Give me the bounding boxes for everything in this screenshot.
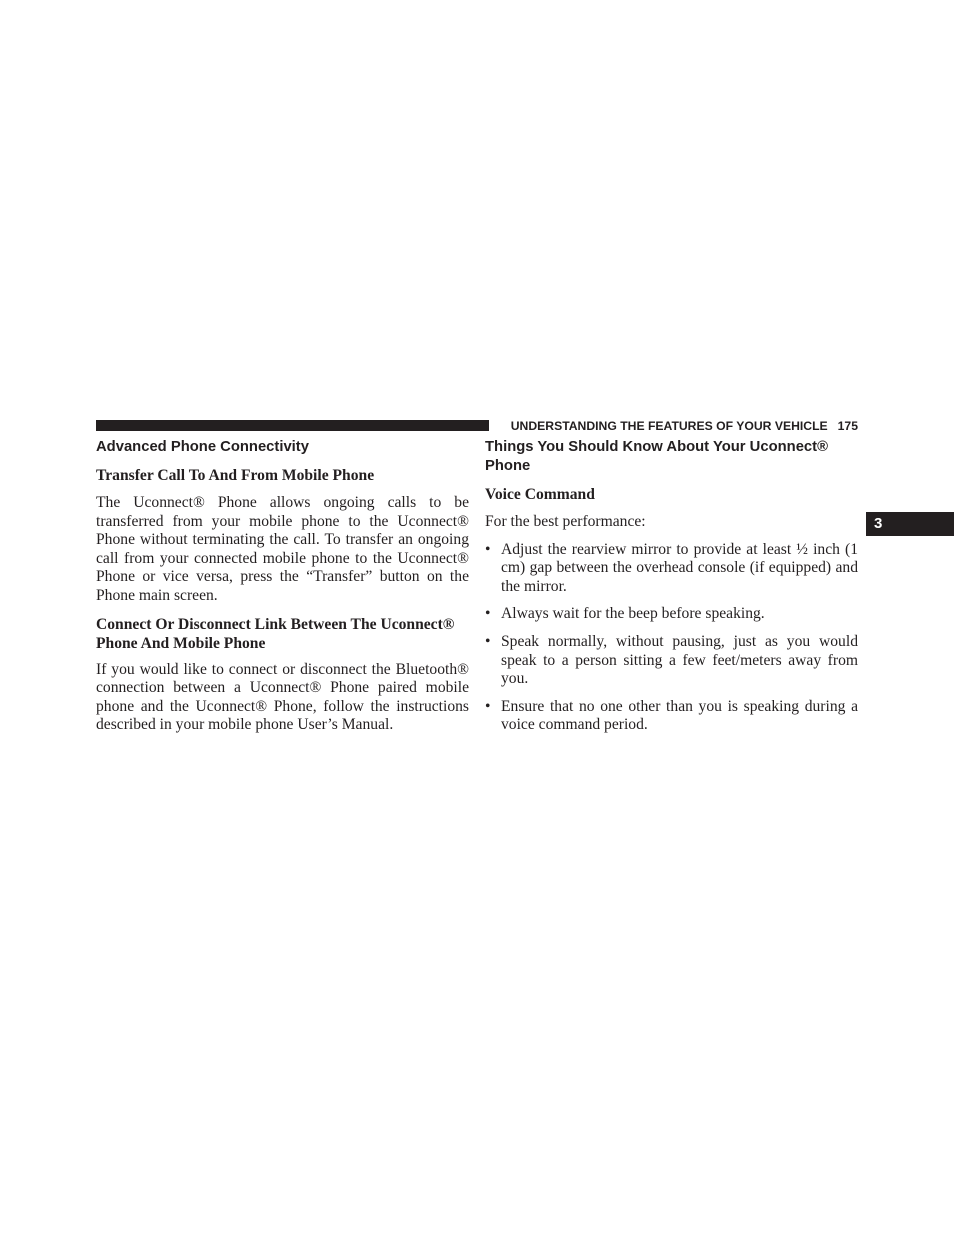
bullet-icon: • [485, 697, 491, 715]
left-column [96, 438, 469, 735]
list-item: • Ensure that no one other than you is speaking during a voice command period. [485, 697, 858, 734]
bullet-list [485, 541, 858, 735]
list-item: • Adjust the rearview mirror to provide at least ½ inch (1 cm) gap between the overhead console (if equipped) and the mirror. [485, 540, 858, 595]
subsection-title-voice-command: Voice Command [485, 486, 595, 503]
running-header [497, 418, 858, 434]
section-title: UNDERSTANDING THE FEATURES OF YOUR VEHICLE [510, 419, 828, 433]
section-heading: Advanced Phone Connectivity [96, 439, 309, 455]
intro-text: For the best performance: [485, 513, 646, 530]
subsection-title-connect-disconnect: Connect Or Disconnect Link Between The Uconnect® Phone And Mobile Phone [96, 615, 455, 652]
section-heading-things-to-know: Things You Should Know About Your Uconnect® Phone [485, 439, 828, 474]
bullet-icon: • [485, 632, 491, 650]
header-rule [96, 420, 489, 431]
bullet-icon: • [485, 605, 491, 623]
list-item: • Speak normally, without pausing, just as you would speak to a person sitting a few feet/meters away from you. [485, 632, 858, 688]
page-number: 175 [837, 419, 858, 433]
list-item: • Always wait for the beep before speaking. [485, 605, 765, 623]
chapter-tab: 3 [866, 512, 954, 536]
paragraph-connect-disconnect: If you would like to connect or disconnect the Bluetooth® connection between a Uconnect® Phone paired mobile phone and the Uconnect® Phone, follow the instructions described in your mobile phone User’s Manual. [96, 660, 469, 734]
subsection-title-transfer-call: Transfer Call To And From Mobile Phone [96, 467, 375, 484]
paragraph-transfer-call: The Uconnect® Phone allows ongoing calls to be transferred from your mobile phone to the Uconnect® Phone without terminating the call. To transfer an ongoing call from your connected mobile phone to the Uconnect® Phone or vice versa, press the “Transfer” button on the Phone main screen. [96, 494, 469, 604]
right-column [485, 438, 858, 735]
bullet-icon: • [485, 540, 491, 558]
